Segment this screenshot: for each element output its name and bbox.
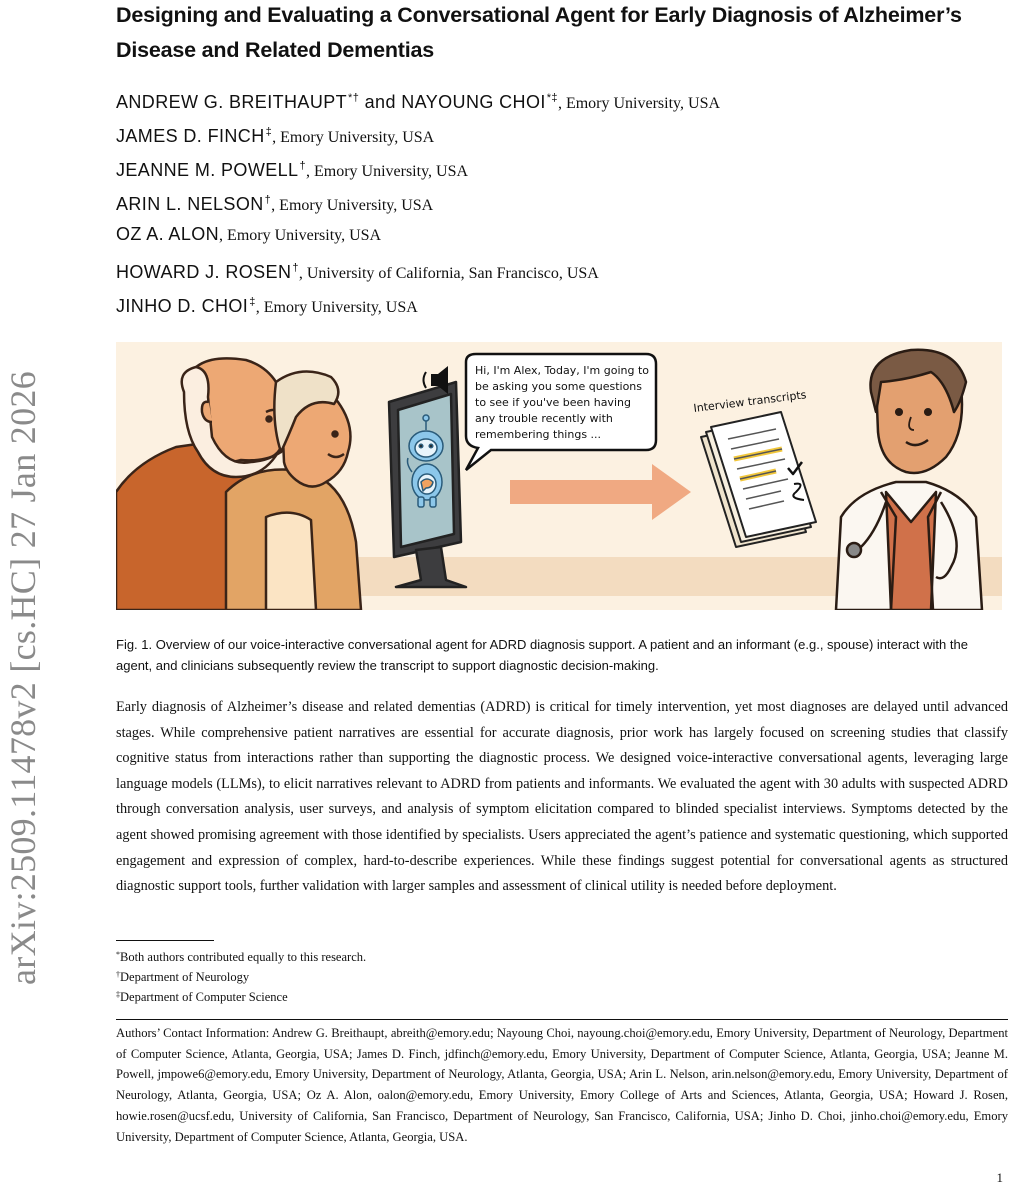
figure-caption: Fig. 1. Overview of our voice-interactive conversational agent for ADRD diagnosis support. A patient and an informant (e.g., spouse) interact with the agent, and clinicians subsequently review the transcript to support diagnostic decision-making. — [116, 637, 968, 673]
author-affiliation: , Emory University, USA — [305, 163, 469, 180]
stethoscope-icon — [847, 543, 861, 557]
author-list — [116, 84, 996, 322]
author-line — [116, 186, 996, 220]
author-line — [116, 288, 996, 322]
author-name: HOWARD J. ROSEN† — [116, 262, 299, 282]
author-name: OZ A. ALON — [116, 224, 220, 244]
author-affiliation: , Emory University, USA — [219, 227, 382, 244]
footnote: †Department of Neurology — [116, 970, 250, 984]
author-name: NAYOUNG CHOI*‡ — [401, 92, 558, 112]
author-affiliation: , Emory University, USA — [272, 129, 435, 146]
author-affiliation: , Emory University, USA — [255, 299, 418, 316]
paper-title: Designing and Evaluating a Conversational Agent for Early Diagnosis of Alzheimer’s Disease and Related Dementias — [116, 3, 962, 62]
figure-1-illustration — [116, 342, 1002, 610]
author-line — [116, 118, 996, 152]
speech-bubble — [466, 354, 656, 470]
author-contact-information: Authors’ Contact Information: Andrew G. Breithaupt, abreith@emory.edu; Nayoung Choi, nayoung.choi@emory.edu, Emory University, Department of Neurology, Department of Computer Science, Atlanta, Georgia, USA; James D. Finch, jdfinch@emory.edu, Emory University, Department of Computer Science, Atlanta, Georgia, USA; Jeanne M. Powell, jmpowe6@emory.edu, Emory University, Department of Neurology, Atlanta, Georgia, USA; Arin L. Nelson, arin.nelson@emory.edu, Emory University, Department of Neurology, Atlanta, Georgia, USA; Oz A. Alon, oalon@emory.edu, Emory University, Emory College of Arts and Sciences, Atlanta, Georgia, USA; Howard J. Rosen, howie.rosen@ucsf.edu, University of California, San Francisco, Department of Neurology, San Francisco, California, USA; Jinho D. Choi, jinho.choi@emory.edu, Emory University, Department of Computer Science, Atlanta, Georgia, USA. — [116, 1026, 1008, 1144]
contact-rule — [116, 1019, 1008, 1020]
abstract: Early diagnosis of Alzheimer’s disease and related dementias (ADRD) is critical for timely intervention, yet most diagnoses are delayed until advanced stages. While comprehensive patient narratives are essential for accurate diagnosis, prior work has largely focused on screening studies that classify cognitive status from interactions rather than supporting the diagnostic process. We designed voice-interactive conversational agents, leveraging large language models (LLMs), to elicit narratives relevant to ADRD from patients and informants. We evaluated the agent with 30 adults with suspected ADRD through conversation analysis, user surveys, and analysis of symptom elicitation compared to blinded specialist interviews. Symptoms detected by the agent showed promising agreement with those identified by specialists. Users appreciated the agent’s patience and systematic questioning, which supported engagement and expression of complex, hard-to-describe experiences. While these findings suggest potential for conversational agents as structured diagnostic support tools, further validation with larger samples and assessment of clinical utility is needed before deployment. — [116, 699, 1008, 895]
flow-arrow-icon — [510, 464, 691, 520]
author-name: ARIN L. NELSON† — [116, 194, 272, 214]
author-name: JINHO D. CHOI‡ — [116, 296, 256, 316]
transcript-documents-icon — [693, 388, 816, 547]
author-joiner: and — [359, 92, 402, 112]
footnote-rule — [116, 940, 214, 941]
arxiv-stamp: arXiv:2509.11478v2 [cs.HC] 27 Jan 2026 — [3, 371, 43, 985]
bubble-line: remembering things ... — [475, 428, 602, 441]
bubble-line: any trouble recently with — [475, 412, 613, 425]
author-line — [116, 152, 996, 186]
computer-monitor-icon — [389, 382, 466, 587]
bubble-line: to see if you've been having — [475, 396, 631, 409]
footnotes — [116, 946, 366, 1006]
clinician-doctor-icon — [836, 350, 982, 610]
footnote: *Both authors contributed equally to this research. — [116, 950, 367, 964]
author-line — [116, 254, 996, 288]
transcript-label: Interview transcripts — [692, 388, 808, 415]
author-affiliation: , Emory University, USA — [557, 95, 721, 112]
author-affiliation: , Emory University, USA — [271, 197, 434, 214]
author-name: ANDREW G. BREITHAUPT*† — [116, 92, 360, 112]
author-name: JAMES D. FINCH‡ — [116, 126, 273, 146]
figure-illustration-svg — [116, 342, 1002, 610]
page-number: 1 — [996, 1170, 1003, 1185]
bubble-line: Hi, I'm Alex, Today, I'm going to — [475, 364, 650, 377]
footnote: ‡Department of Computer Science — [116, 990, 288, 1004]
author-line — [116, 84, 996, 118]
bubble-line: be asking you some questions — [475, 380, 642, 393]
author-affiliation: , University of California, San Francisco, USA — [298, 265, 599, 282]
author-name: JEANNE M. POWELL† — [116, 160, 306, 180]
author-line — [116, 220, 996, 254]
